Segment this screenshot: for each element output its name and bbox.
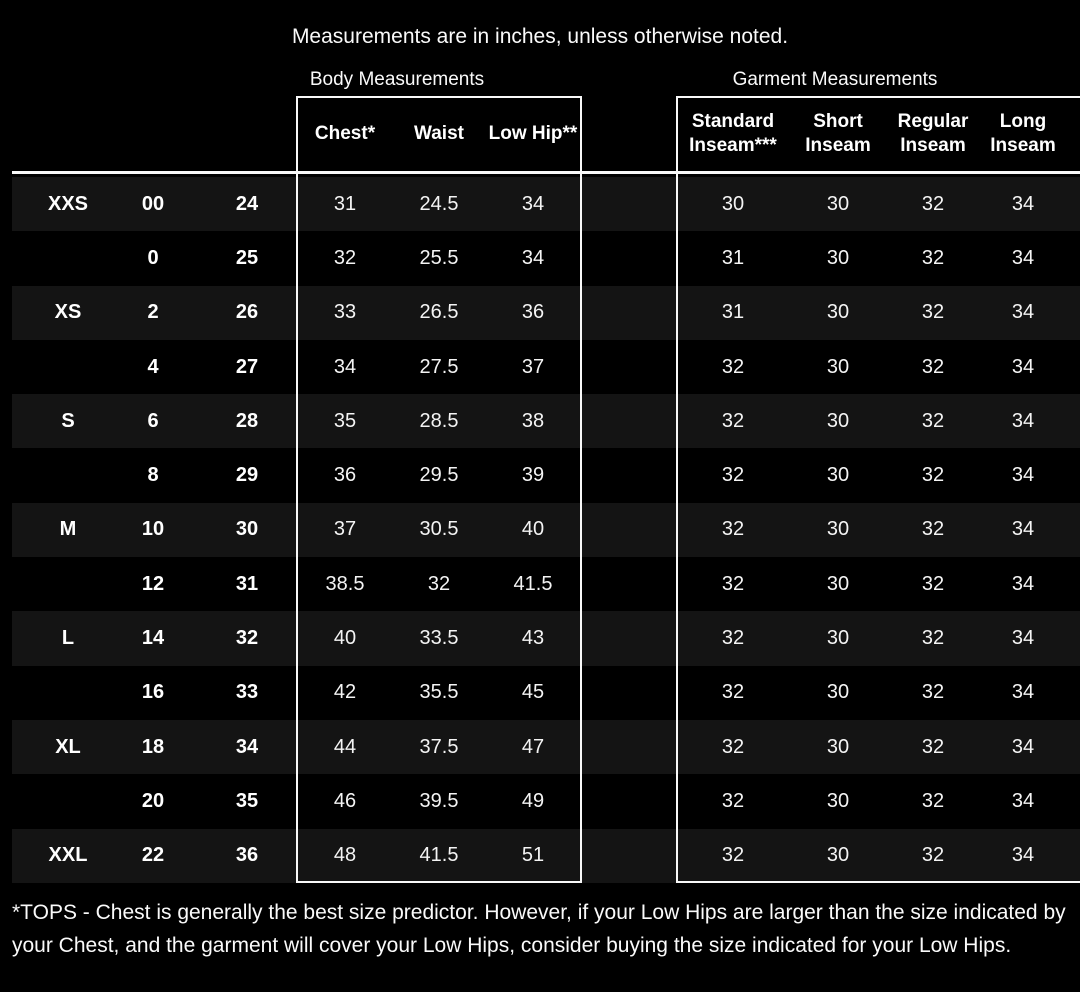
table-row [12, 340, 1080, 394]
cell-size-alt: 28 [235, 409, 259, 432]
cell-standard-inseam: 31 [721, 246, 745, 269]
cell-low-hip: 40 [521, 518, 545, 541]
cell-short-inseam: 30 [826, 464, 850, 487]
cell-long-inseam: 34 [1011, 735, 1035, 758]
cell-low-hip: 37 [521, 355, 545, 378]
cell-long-inseam: 34 [1011, 627, 1035, 650]
cell-regular-inseam: 32 [921, 572, 945, 595]
cell-chest: 40 [333, 627, 357, 650]
cell-chest: 37 [333, 518, 357, 541]
header-standard-inseam: Standard Inseam*** [689, 110, 777, 156]
cell-standard-inseam: 32 [721, 627, 745, 650]
table-row [12, 394, 1080, 448]
cell-short-inseam: 30 [826, 735, 850, 758]
table-row [12, 611, 1080, 665]
cell-size-number: 8 [147, 464, 159, 487]
cell-regular-inseam: 32 [921, 246, 945, 269]
cell-standard-inseam: 32 [721, 409, 745, 432]
cell-regular-inseam: 32 [921, 735, 945, 758]
cell-standard-inseam: 32 [721, 464, 745, 487]
cell-regular-inseam: 32 [921, 627, 945, 650]
cell-size-letter: M [59, 518, 77, 541]
cell-chest: 46 [333, 789, 357, 812]
page-title: Measurements are in inches, unless otherwise noted. [291, 25, 789, 48]
cell-short-inseam: 30 [826, 681, 850, 704]
cell-long-inseam: 34 [1011, 246, 1035, 269]
cell-low-hip: 34 [521, 192, 545, 215]
cell-waist: 25.5 [419, 246, 459, 269]
cell-size-number: 2 [147, 301, 159, 324]
cell-short-inseam: 30 [826, 301, 850, 324]
cell-waist: 37.5 [419, 735, 459, 758]
cell-regular-inseam: 32 [921, 192, 945, 215]
cell-chest: 31 [333, 192, 357, 215]
cell-standard-inseam: 32 [721, 518, 745, 541]
cell-regular-inseam: 32 [921, 409, 945, 432]
header-chest: Chest* [314, 122, 376, 144]
table-row [12, 774, 1080, 828]
table-row [12, 720, 1080, 774]
cell-standard-inseam: 32 [721, 572, 745, 595]
cell-size-alt: 35 [235, 789, 259, 812]
table-body [0, 177, 1080, 883]
header-separator-line [12, 171, 1080, 174]
cell-regular-inseam: 32 [921, 464, 945, 487]
cell-short-inseam: 30 [826, 789, 850, 812]
cell-size-number: 16 [141, 681, 165, 704]
cell-long-inseam: 34 [1011, 681, 1035, 704]
cell-long-inseam: 34 [1011, 789, 1035, 812]
cell-size-alt: 32 [235, 627, 259, 650]
cell-low-hip: 34 [521, 246, 545, 269]
cell-size-letter: XL [55, 735, 81, 758]
cell-size-alt: 27 [235, 355, 259, 378]
cell-chest: 44 [333, 735, 357, 758]
body-measurements-heading: Body Measurements [309, 69, 485, 90]
cell-chest: 33 [333, 301, 357, 324]
header-low-hip: Low Hip** [488, 122, 578, 144]
table-row [12, 177, 1080, 231]
cell-size-number: 00 [141, 192, 165, 215]
cell-long-inseam: 34 [1011, 572, 1035, 595]
cell-chest: 42 [333, 681, 357, 704]
cell-size-number: 4 [147, 355, 159, 378]
cell-waist: 29.5 [419, 464, 459, 487]
cell-long-inseam: 34 [1011, 355, 1035, 378]
cell-waist: 27.5 [419, 355, 459, 378]
cell-regular-inseam: 32 [921, 301, 945, 324]
cell-chest: 36 [333, 464, 357, 487]
cell-long-inseam: 34 [1011, 301, 1035, 324]
cell-waist: 33.5 [419, 627, 459, 650]
cell-low-hip: 43 [521, 627, 545, 650]
header-waist: Waist [414, 122, 464, 144]
cell-regular-inseam: 32 [921, 355, 945, 378]
header-short-inseam: Short Inseam [805, 110, 871, 156]
cell-standard-inseam: 32 [721, 844, 745, 867]
cell-regular-inseam: 32 [921, 789, 945, 812]
cell-size-letter: S [61, 409, 75, 432]
garment-measurements-heading: Garment Measurements [732, 69, 938, 90]
cell-size-alt: 24 [235, 192, 259, 215]
cell-low-hip: 39 [521, 464, 545, 487]
cell-size-number: 14 [141, 627, 165, 650]
cell-short-inseam: 30 [826, 409, 850, 432]
cell-size-letter: XXS [47, 192, 89, 215]
cell-long-inseam: 34 [1011, 464, 1035, 487]
cell-waist: 26.5 [419, 301, 459, 324]
table-row [12, 231, 1080, 285]
cell-size-alt: 36 [235, 844, 259, 867]
cell-size-number: 0 [147, 246, 159, 269]
cell-size-number: 12 [141, 572, 165, 595]
cell-size-alt: 25 [235, 246, 259, 269]
cell-low-hip: 38 [521, 409, 545, 432]
cell-waist: 28.5 [419, 409, 459, 432]
cell-chest: 35 [333, 409, 357, 432]
cell-short-inseam: 30 [826, 627, 850, 650]
cell-low-hip: 51 [521, 844, 545, 867]
cell-chest: 48 [333, 844, 357, 867]
cell-chest: 34 [333, 355, 357, 378]
cell-short-inseam: 30 [826, 355, 850, 378]
cell-chest: 32 [333, 246, 357, 269]
table-row [12, 448, 1080, 502]
cell-short-inseam: 30 [826, 518, 850, 541]
cell-regular-inseam: 32 [921, 844, 945, 867]
header-regular-inseam: Regular Inseam [897, 110, 969, 156]
cell-standard-inseam: 32 [721, 735, 745, 758]
cell-size-letter: XXL [48, 844, 88, 867]
column-header-row [12, 96, 1066, 171]
cell-standard-inseam: 30 [721, 192, 745, 215]
cell-size-alt: 26 [235, 301, 259, 324]
cell-waist: 32 [427, 572, 451, 595]
cell-size-alt: 33 [235, 681, 259, 704]
cell-short-inseam: 30 [826, 246, 850, 269]
cell-short-inseam: 30 [826, 192, 850, 215]
cell-waist: 24.5 [419, 192, 459, 215]
cell-waist: 41.5 [419, 844, 459, 867]
cell-size-number: 20 [141, 789, 165, 812]
table-row [12, 666, 1080, 720]
cell-size-alt: 29 [235, 464, 259, 487]
table-row [12, 829, 1080, 883]
cell-chest: 38.5 [325, 572, 365, 595]
cell-waist: 35.5 [419, 681, 459, 704]
cell-standard-inseam: 32 [721, 681, 745, 704]
cell-long-inseam: 34 [1011, 409, 1035, 432]
cell-waist: 39.5 [419, 789, 459, 812]
cell-size-number: 18 [141, 735, 165, 758]
cell-long-inseam: 34 [1011, 844, 1035, 867]
cell-size-number: 6 [147, 409, 159, 432]
cell-low-hip: 36 [521, 301, 545, 324]
cell-low-hip: 45 [521, 681, 545, 704]
cell-size-alt: 31 [235, 572, 259, 595]
cell-low-hip: 49 [521, 789, 545, 812]
cell-short-inseam: 30 [826, 572, 850, 595]
header-long-inseam: Long Inseam [990, 110, 1056, 156]
cell-size-alt: 30 [235, 518, 259, 541]
cell-standard-inseam: 32 [721, 789, 745, 812]
cell-short-inseam: 30 [826, 844, 850, 867]
cell-regular-inseam: 32 [921, 681, 945, 704]
cell-standard-inseam: 31 [721, 301, 745, 324]
cell-low-hip: 47 [521, 735, 545, 758]
cell-size-alt: 34 [235, 735, 259, 758]
table-row [12, 557, 1080, 611]
cell-waist: 30.5 [419, 518, 459, 541]
footnote: *TOPS - Chest is generally the best size predictor. However, if your Low Hips are larger than the size indicated by your Chest, and the garment will cover your Low Hips, consider buying the size indicated for your Low Hips. [12, 901, 1066, 957]
cell-standard-inseam: 32 [721, 355, 745, 378]
cell-size-letter: XS [54, 301, 82, 324]
table-row [12, 286, 1080, 340]
cell-size-number: 10 [141, 518, 165, 541]
cell-regular-inseam: 32 [921, 518, 945, 541]
table-row [12, 503, 1080, 557]
cell-long-inseam: 34 [1011, 518, 1035, 541]
cell-low-hip: 41.5 [513, 572, 553, 595]
cell-long-inseam: 34 [1011, 192, 1035, 215]
cell-size-letter: L [61, 627, 75, 650]
cell-size-number: 22 [141, 844, 165, 867]
